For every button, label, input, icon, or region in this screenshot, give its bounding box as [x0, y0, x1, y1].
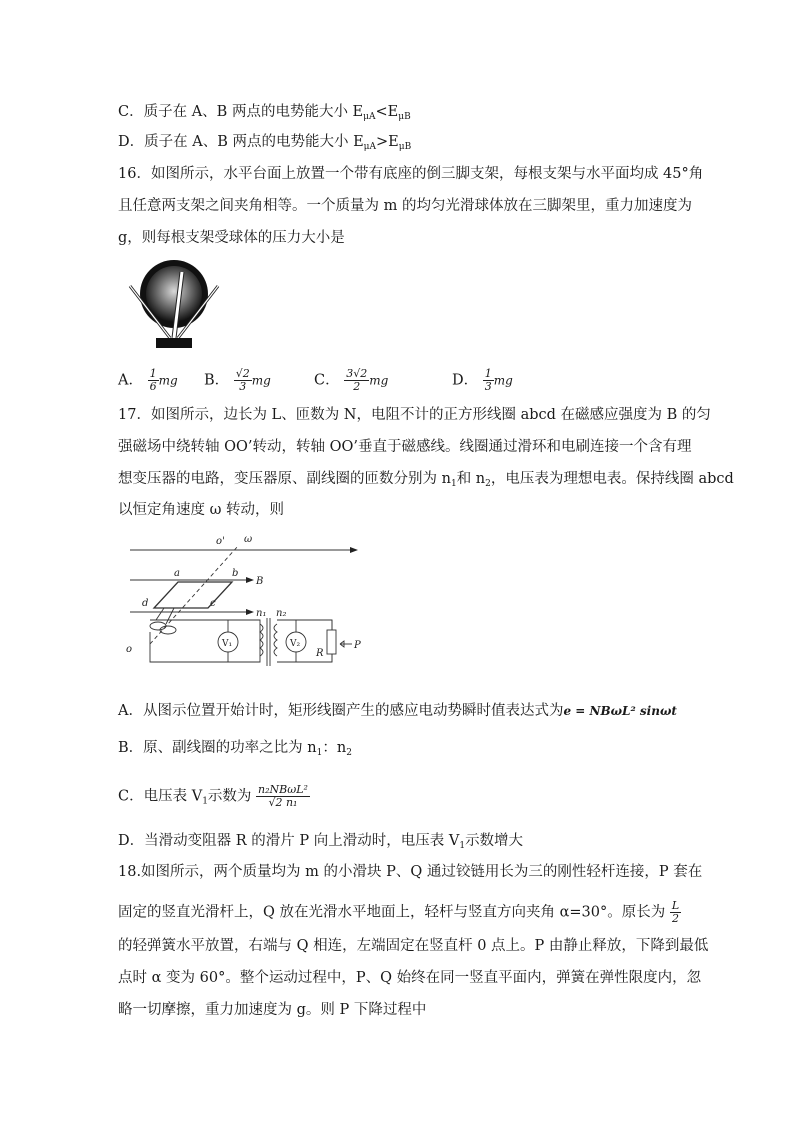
q17-option-b: B．原、副线圈的功率之比为 $n_1$：$n_2$ — [118, 740, 352, 758]
q16-option-c: C． $\frac{3√2}{2}$ mg — [314, 367, 389, 393]
q17-fig-label-P: P — [354, 640, 361, 651]
q17-option-c: C．电压表 $V_1$示数为 $\frac{\text{n₂NBωL²}}{\text{√2 n₁}}$ — [118, 783, 308, 809]
q17-fig-label-c: c — [210, 598, 216, 609]
q17-fig-label-b: b — [232, 568, 239, 579]
q15-option-c: C．质子在 A、B 两点的电势能大小 $E_{\mu A}<E_{\mu B}$ — [118, 104, 411, 122]
q17-fig-label-B: B — [256, 576, 264, 587]
q18-stem-line1: 18.如图所示，两个质量均为 m 的小滑块 P、Q 通过铰链用长为三的刚性轻杆连接，P 套在 — [118, 864, 703, 880]
q16-stem-line3: g，则每根支架受球体的压力大小是 — [118, 230, 345, 246]
q17-stem-line3: 想变压器的电路，变压器原、副线圈的匝数分别为 $n_1$和 $n_2$，电压表为理想电表。保持线圈 abcd — [118, 471, 734, 489]
q17-fig-label-o-prime: o' — [216, 536, 225, 547]
q17-fig-label-n2: n₂ — [276, 608, 287, 619]
q17-fig-label-o: o — [126, 644, 133, 655]
q16-option-d: D． $\frac{1}{3}$ mg — [452, 367, 513, 393]
q16-option-b: B． $\frac{√2}{3}$ mg — [204, 367, 271, 393]
q18-stem-line5: 略一切摩擦，重力加速度为 g。则 P 下降过程中 — [118, 1002, 427, 1018]
q16-stem-line2: 且任意两支架之间夹角相等。一个质量为 m 的均匀光滑球体放在三脚架里，重力加速度为 — [118, 198, 692, 214]
q18-stem-line2: 固定的竖直光滑杆上，Q 放在光滑水平地面上，轻杆与竖直方向夹角 α=30°。原长为 $\frac{L}{2}$ — [118, 899, 680, 925]
q17-fig-label-v1: V₁ — [222, 639, 233, 649]
q17-fig-label-R: R — [316, 648, 324, 659]
q18-stem-line3: 的轻弹簧水平放置，右端与 Q 相连，左端固定在竖直杆 0 点上。P 由静止释放，下降到最低 — [118, 938, 709, 954]
q17-option-a: A．从图示位置开始计时，矩形线圈产生的感应电动势瞬时值表达式为e = NBωL² sinωt — [118, 703, 677, 719]
q17-fig-label-n1: n₁ — [256, 608, 267, 619]
q16-option-a: A． $\frac{1}{6}$ mg — [118, 367, 178, 393]
q17-stem-line4: 以恒定角速度 ω 转动，则 — [118, 502, 285, 518]
q17-fig-label-a: a — [174, 568, 180, 579]
q17-generator-transformer-figure — [120, 532, 370, 672]
q17-fig-label-omega: ω — [244, 534, 253, 545]
q17-option-d: D．当滑动变阻器 R 的滑片 P 向上滑动时，电压表 $V_1$示数增大 — [118, 833, 524, 851]
q18-stem-line4: 点时 α 变为 60°。整个运动过程中，P、Q 始终在同一竖直平面内，弹簧在弹性限度内，忽 — [118, 970, 702, 986]
q17-stem-line1: 17．如图所示，边长为 L、匝数为 N，电阻不计的正方形线圈 abcd 在磁感应强度为 B 的匀 — [118, 407, 711, 423]
q17-stem-line2: 强磁场中绕转轴 OO’转动，转轴 OO’垂直于磁感线。线圈通过滑环和电刷连接一个含有理 — [118, 439, 692, 455]
q16-stem-line1: 16．如图所示，水平台面上放置一个带有底座的倒三脚支架，每根支架与水平面均成 45°角 — [118, 166, 704, 182]
q17-fig-label-v2: V₂ — [290, 639, 301, 649]
q16-tripod-ball-figure — [124, 258, 224, 350]
q17-fig-label-d: d — [142, 598, 149, 609]
q15-option-d: D．质子在 A、B 两点的电势能大小 $E_{\mu A}>E_{\mu B}$ — [118, 134, 412, 152]
